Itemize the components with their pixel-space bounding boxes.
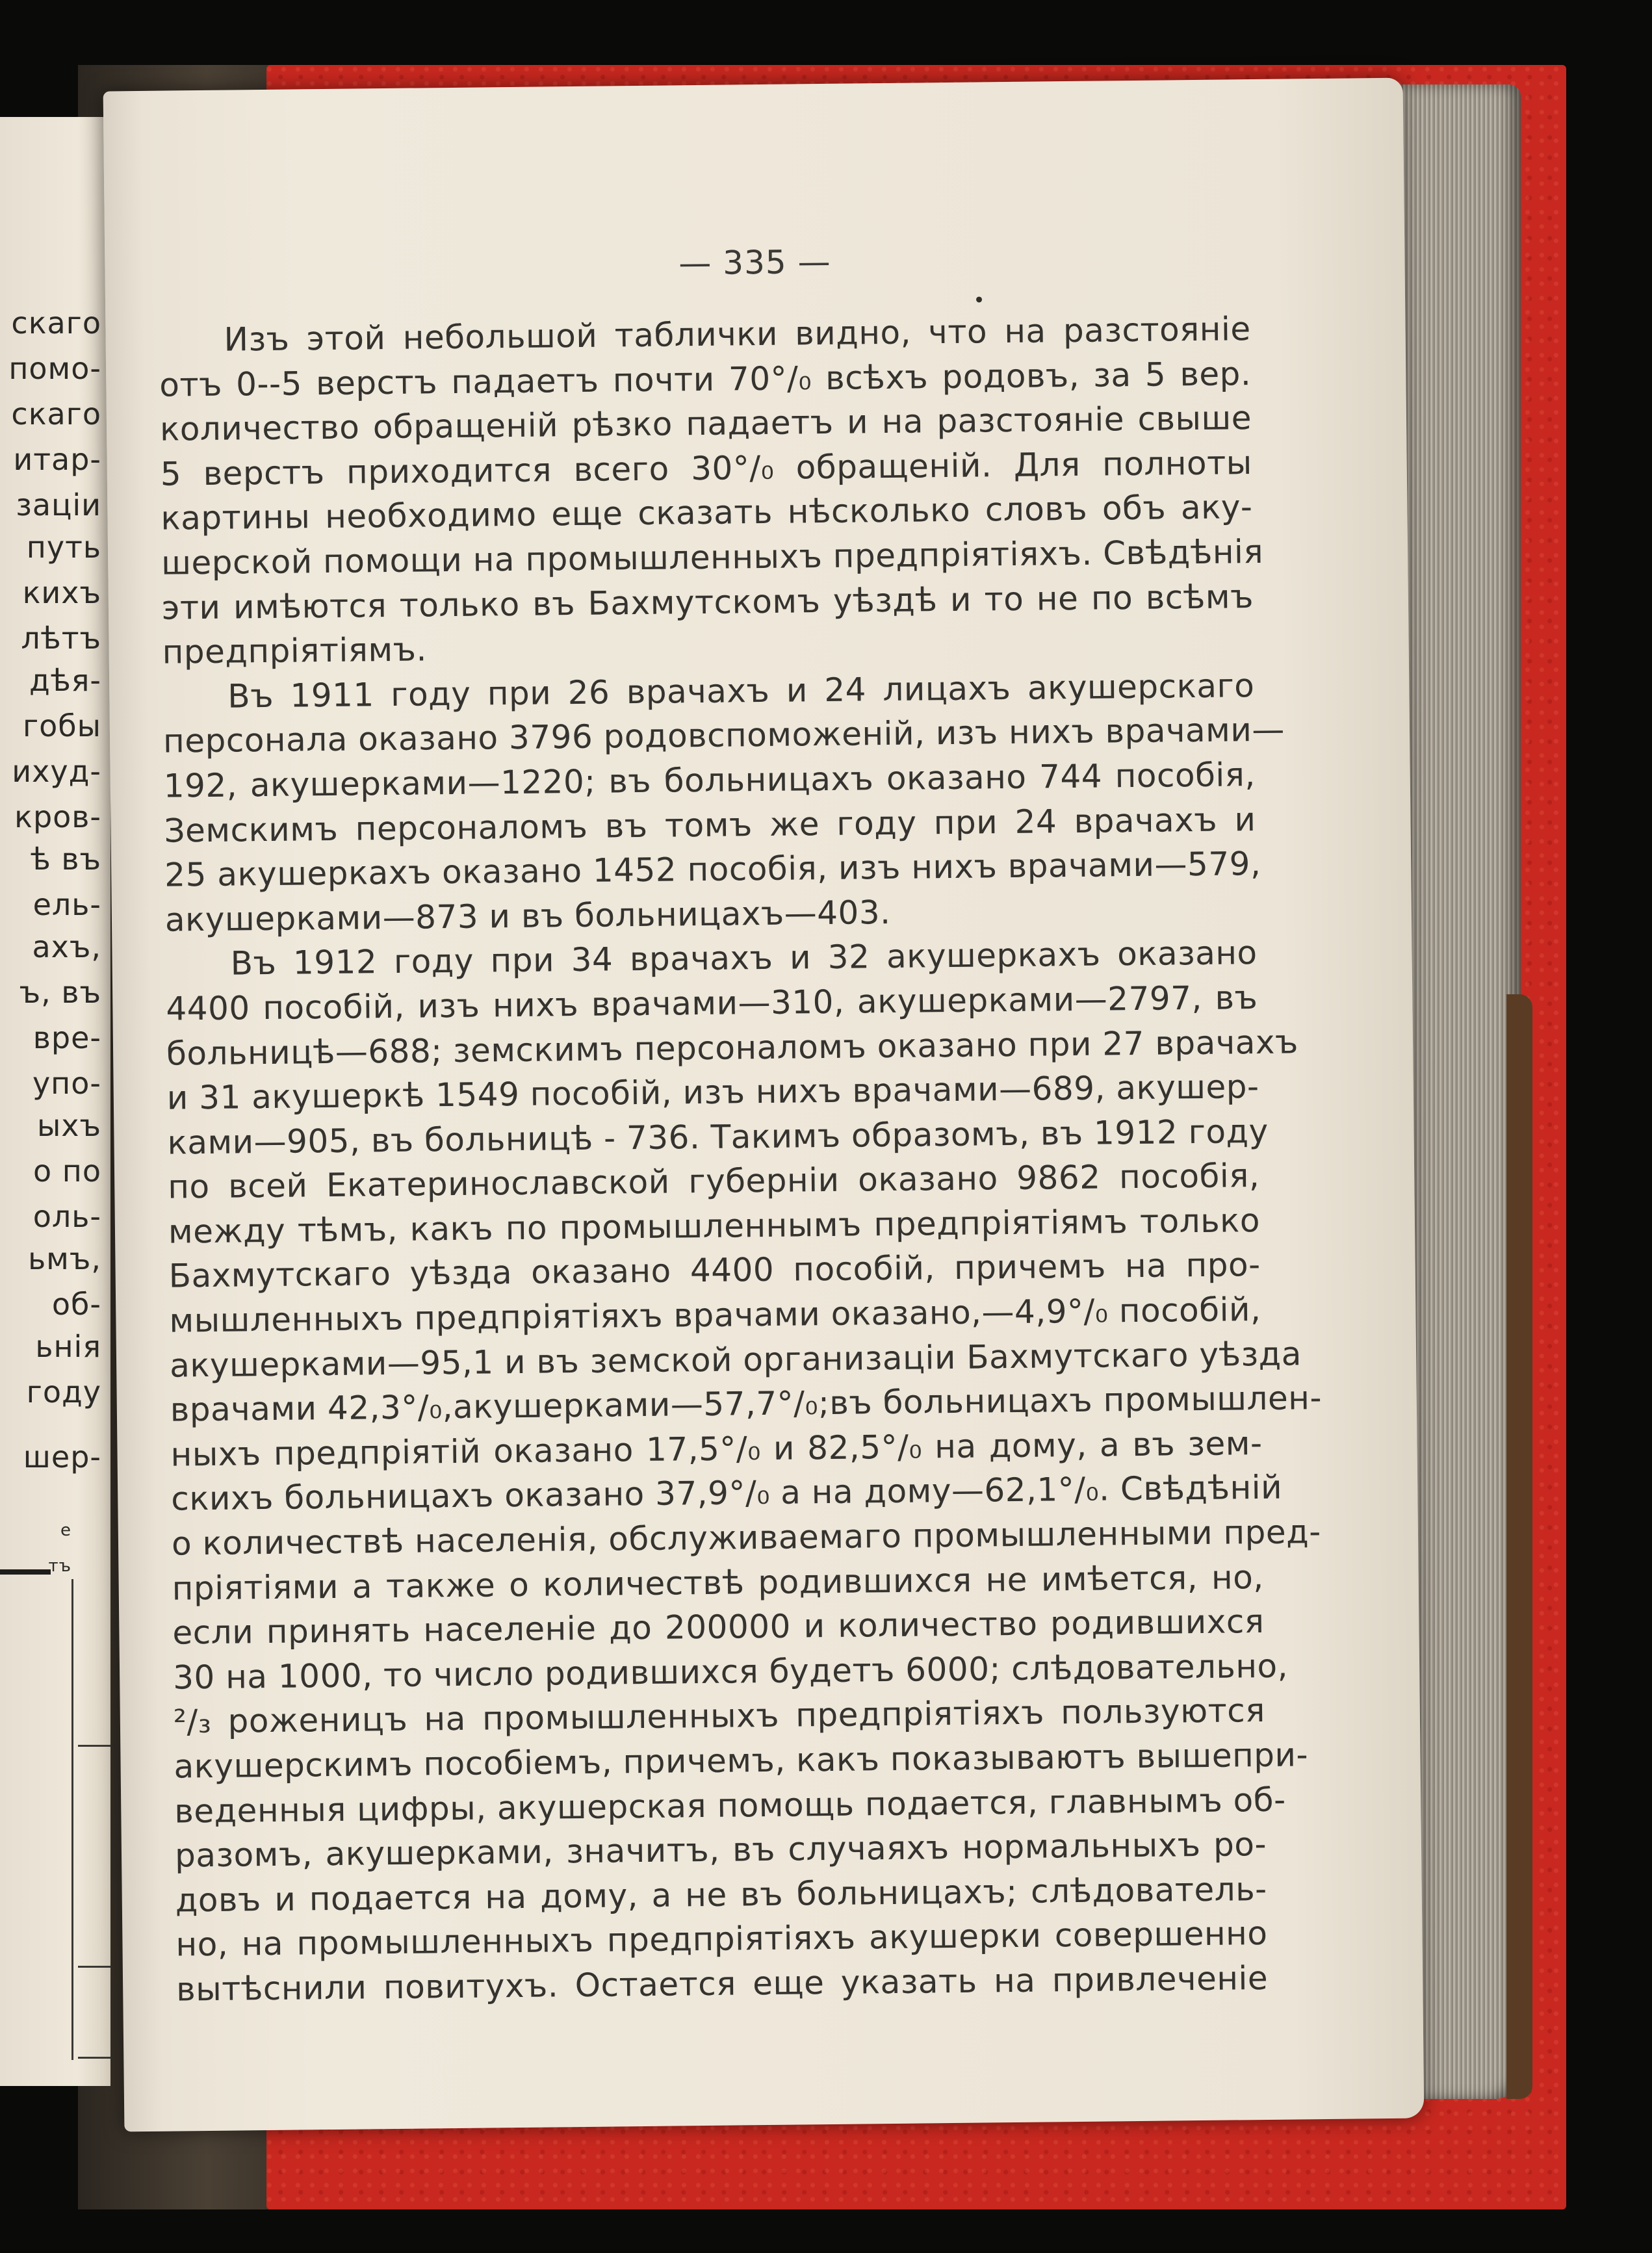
left-page-text-fragment: скаго [11, 396, 101, 431]
left-page-text-fragment: ьнія [35, 1329, 101, 1364]
left-page-text-fragment: ъ, въ [19, 975, 101, 1010]
left-page-table-line [78, 1745, 110, 1747]
left-page-table-line [71, 1579, 73, 2060]
text-line: эти имѣются только въ Бахмутскомъ уѣздѣ и то не по всѣмъ [161, 577, 1254, 627]
text-line: веденныя цифры, акушерская помощь подается, главнымъ об- [174, 1781, 1286, 1831]
left-page-text-fragment: году [26, 1374, 101, 1410]
text-line: пріятіями а также о количествѣ родившихся не имѣется, но, [172, 1558, 1264, 1608]
left-page-text-fragment: ахъ, [32, 929, 101, 964]
text-line: Бахмутскаго уѣзда оказано 4400 пособій, причемъ на про- [168, 1246, 1261, 1296]
left-page-text-fragment: об- [51, 1287, 101, 1322]
text-line: картины необходимо еще сказать нѣсколько словъ объ аку- [161, 488, 1253, 538]
text-line: и 31 акушеркѣ 1549 пособій, изъ нихъ врачами—689, акушер- [166, 1068, 1259, 1117]
left-page-text-fragment: оль- [32, 1199, 101, 1234]
left-page-text-fragment: тъ [48, 1556, 71, 1576]
left-page-text-fragment: кихъ [22, 575, 101, 610]
text-line: шерской помощи на промышленныхъ предпріятіяхъ. Свѣдѣнія [161, 532, 1264, 582]
text-line: предпріятіямъ. [162, 630, 428, 671]
left-page-text-fragment: заціи [16, 487, 101, 522]
text-line: Въ 1911 году при 26 врачахъ и 24 лицахъ акушерскаго [227, 666, 1255, 715]
text-line: ками—905, въ больницѣ - 736. Такимъ образомъ, въ 1912 году [167, 1112, 1269, 1162]
text-line: о количествѣ населенія, обслуживаемаго промышленными пред- [171, 1513, 1322, 1563]
page-number: — 335 — [678, 242, 831, 283]
left-page-text-fragment: итар- [13, 442, 101, 477]
left-page-text-fragment: ьмъ, [28, 1241, 101, 1276]
left-page-table-line [78, 1966, 110, 1968]
text-line: разомъ, акушерками, значитъ, въ случаяхъ нормальныхъ ро- [174, 1825, 1267, 1875]
left-page-text-fragment: е [60, 1521, 71, 1540]
left-page-text-fragment: скаго [11, 305, 101, 341]
text-line: 25 акушеркахъ оказано 1452 пособія, изъ нихъ врачами—579, [164, 845, 1261, 894]
left-page-text-fragment: лѣтъ [21, 621, 101, 656]
previous-page [0, 117, 110, 2086]
text-line: 30 на 1000, то число родившихся будетъ 6000; слѣдовательно, [172, 1647, 1289, 1697]
left-page-rule [0, 1569, 51, 1575]
text-line: 4400 пособій, изъ нихъ врачами—310, акушерками—2797, въ [166, 978, 1258, 1028]
left-page-text-fragment: упо- [32, 1066, 101, 1101]
left-page-text-fragment: дѣя- [29, 663, 101, 698]
text-line: больницѣ—688; земскимъ персоналомъ оказано при 27 врачахъ [166, 1022, 1299, 1073]
left-page-text-fragment: ихуд- [12, 754, 101, 789]
left-page-text-fragment: гобы [23, 708, 101, 743]
text-line: если принять населеніе до 200000 и количество родившихся [172, 1603, 1265, 1652]
text-line: мышленныхъ предпріятіяхъ врачами оказано,—4,9°/₀ пособій, [169, 1291, 1261, 1340]
text-line: скихъ больницахъ оказано 37,9°/₀ а на дому—62,1°/₀. Свѣдѣній [171, 1469, 1283, 1519]
left-page-text-fragment: путь [26, 530, 101, 565]
text-line: по всей Екатеринославской губерніи оказано 9862 пособія, [167, 1157, 1260, 1206]
text-line: ²/₃ роженицъ на промышленныхъ предпріятіяхъ пользуются [173, 1692, 1266, 1741]
text-line: акушерскимъ пособіемъ, причемъ, какъ показываютъ вышепри- [174, 1736, 1309, 1786]
text-line: отъ 0--5 верстъ падаетъ почти 70°/₀ всѣхъ родовъ, за 5 вер. [159, 354, 1252, 404]
text-line: между тѣмъ, какъ по промышленнымъ предпріятіямъ только [168, 1201, 1261, 1251]
left-page-table-line [78, 2057, 110, 2059]
text-line: ныхъ предпріятій оказано 17,5°/₀ и 82,5°/₀ на дому, а въ зем- [170, 1424, 1263, 1474]
ink-dot [976, 296, 982, 302]
left-page-text-fragment: о по [33, 1153, 101, 1189]
left-page-text-fragment: кров- [14, 799, 101, 834]
text-line: Въ 1912 году при 34 врачахъ и 32 акушеркахъ оказано [230, 934, 1258, 983]
text-line: довъ и подается на дому, а не въ больницахъ; слѣдователь- [175, 1870, 1267, 1920]
left-page-text-fragment: вре- [32, 1020, 101, 1055]
left-page-text-fragment: ель- [32, 887, 101, 922]
text-line: количество обращеній рѣзко падаетъ и на разстояніе свыше [159, 399, 1252, 448]
text-line: 5 верстъ приходится всего 30°/₀ обращеній. Для полноты [160, 443, 1252, 493]
text-line: вытѣснили повитухъ. Остается еще указать на привлеченіе [175, 1959, 1269, 2009]
text-line: врачами 42,3°/₀,акушерками—57,7°/₀;въ больницахъ промышлен- [170, 1379, 1323, 1429]
text-line: но, на промышленныхъ предпріятіяхъ акушерки совершенно [175, 1914, 1268, 1964]
text-line: Изъ этой небольшой таблички видно, что на разстояніе [224, 310, 1251, 359]
text-line: персонала оказано 3796 родовспоможеній, изъ нихъ врачами— [162, 710, 1285, 760]
text-line: Земскимъ персоналомъ въ томъ же году при 24 врачахъ и [164, 800, 1256, 850]
text-line: акушерками—95,1 и въ земской организаціи Бахмутскаго уѣзда [169, 1335, 1302, 1385]
text-line: 192, акушерками—1220; въ больницахъ оказано 744 пособія, [163, 755, 1256, 805]
left-page-text-fragment: шер- [23, 1439, 101, 1474]
left-page-text-fragment: ыхъ [36, 1108, 101, 1143]
left-page-text-fragment: помо- [8, 351, 101, 386]
page-body-text [159, 307, 1323, 2012]
book-page [103, 78, 1425, 2132]
text-line: акушерками—873 и въ больницахъ—403. [164, 893, 891, 939]
left-page-text-fragment: ѣ въ [30, 842, 101, 877]
